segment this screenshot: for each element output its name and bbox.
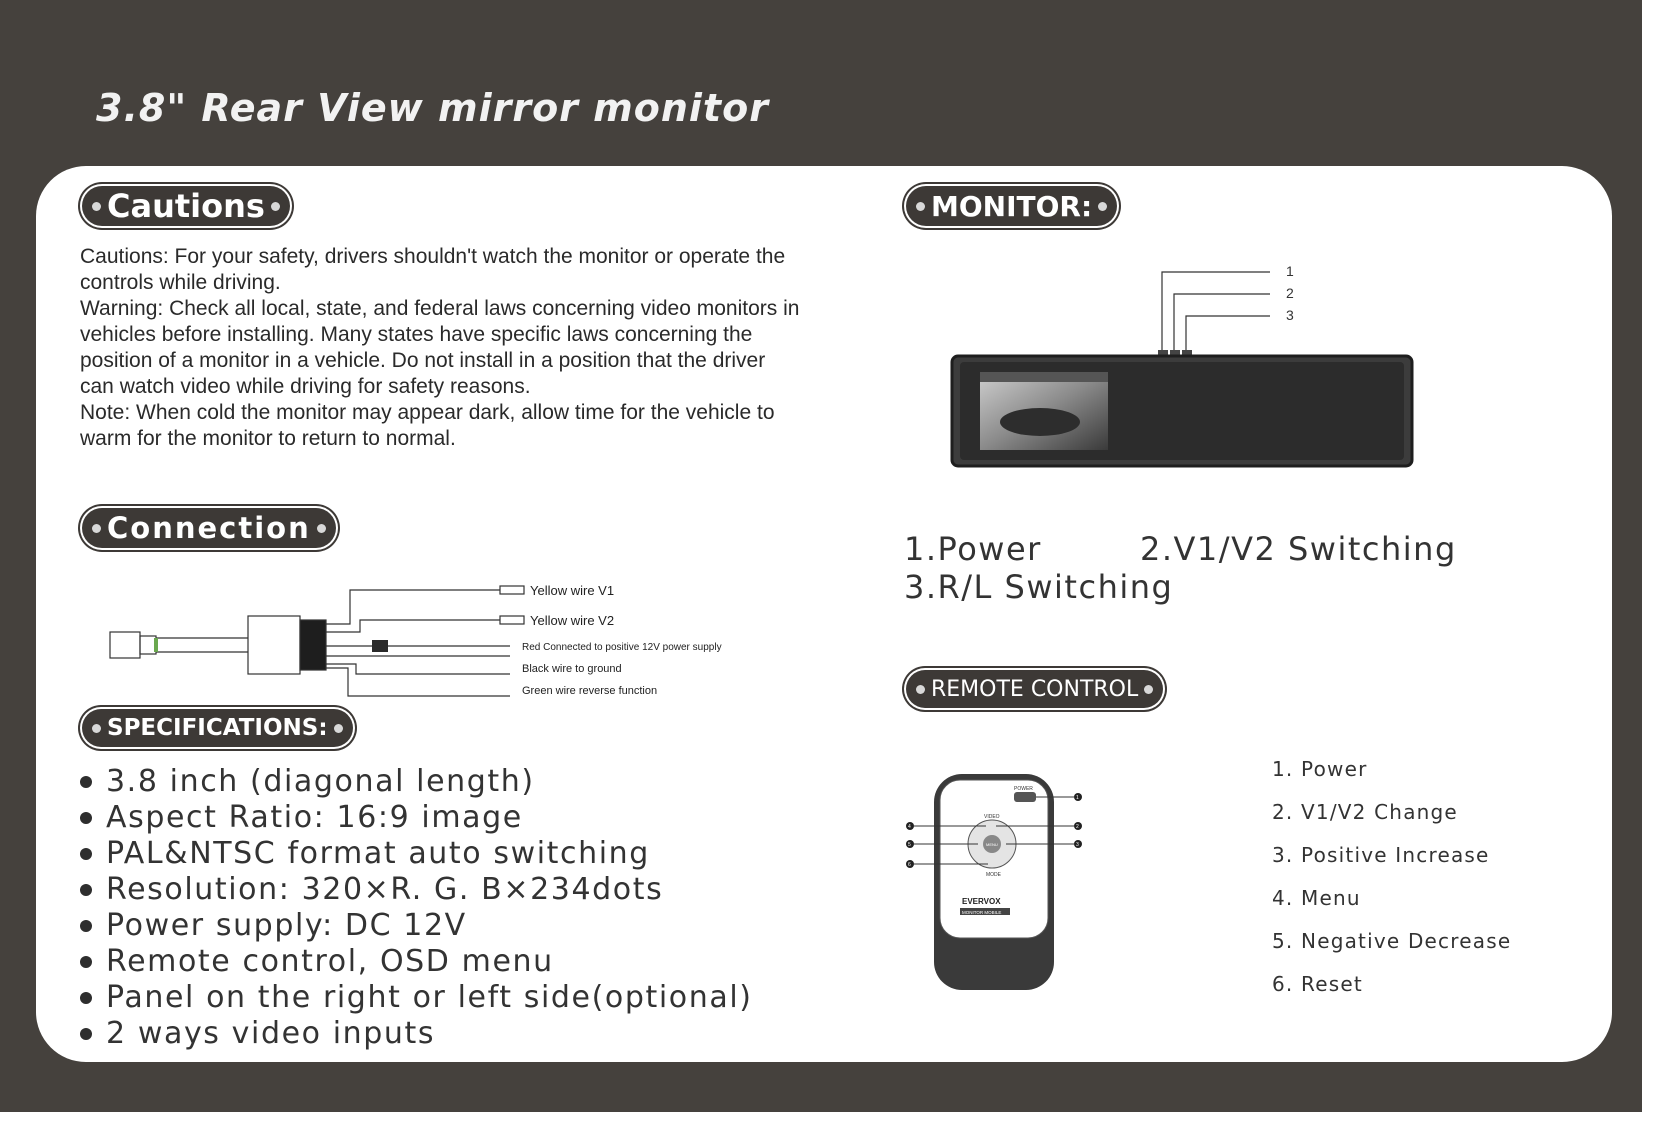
callout-number: 5 [908, 842, 911, 848]
callout-number: 6 [908, 862, 911, 868]
bullet-dot-icon [271, 202, 280, 211]
connection-heading [82, 508, 336, 548]
callout-3: 3 [1286, 307, 1294, 323]
bullet-dot-icon [80, 992, 92, 1004]
bullet-dot-icon [80, 1028, 92, 1040]
power-button-icon [1014, 792, 1036, 802]
remote-power-label: POWER [1014, 786, 1033, 792]
remote-functions-list [1272, 748, 1511, 1006]
callout-number: 3 [1076, 842, 1079, 848]
bullet-dot-icon [334, 724, 343, 733]
plug-collar [140, 636, 156, 654]
remote-brand: EVERVOX [962, 897, 1001, 906]
bullet-dot-icon [80, 920, 92, 932]
bullet-dot-icon [80, 848, 92, 860]
monitor-heading-label: MONITOR: [931, 189, 1093, 223]
legend-power: 1.Power [904, 530, 1042, 568]
cautions-heading-label: Cautions [107, 187, 265, 225]
junction-collar [300, 620, 326, 670]
callout-1: 1 [1286, 263, 1294, 279]
list-item: Power supply: DC 12V [80, 908, 753, 944]
callout-2: 2 [1286, 285, 1294, 301]
remote-brand-sub: MONITOR MOBILE [962, 910, 1002, 915]
screen-top-bar [980, 372, 1108, 382]
note-paragraph: Note: When cold the monitor may appear dark, allow time for the vehicle to warm for the monitor to return to normal. [80, 401, 775, 450]
rca-plug-v1-icon [500, 586, 524, 594]
list-item: Panel on the right or left side(optional) [80, 980, 753, 1016]
list-item: 2 ways video inputs [80, 1016, 753, 1052]
list-item: PAL&NTSC format auto switching [80, 836, 753, 872]
bullet-dot-icon [80, 776, 92, 788]
cautions-heading [82, 186, 290, 226]
label-yellow-v1: Yellow wire V1 [530, 583, 615, 598]
callout-number: 2 [1076, 824, 1079, 830]
list-item: 3. Positive Increase [1272, 843, 1490, 867]
bullet-dot-icon [80, 884, 92, 896]
monitor-heading [906, 186, 1117, 226]
specifications-list [80, 764, 753, 1052]
list-item: 5. Negative Decrease [1272, 929, 1512, 953]
plug-connector [110, 632, 140, 658]
wiring-diagram [100, 580, 760, 710]
junction-box [248, 616, 300, 674]
connector-green-band [154, 638, 158, 652]
specifications-heading [82, 709, 353, 747]
bullet-dot-icon [92, 524, 101, 533]
specifications-heading-label: SPECIFICATIONS: [107, 715, 328, 741]
inline-fuse-icon [372, 640, 388, 652]
monitor-legend [904, 530, 1457, 606]
caution-paragraph: Cautions: For your safety, drivers shouldn't watch the monitor or operate the controls while driving. [80, 245, 786, 294]
connection-heading-label: Connection [107, 511, 311, 545]
remote-control-heading-label: REMOTE CONTROL [931, 676, 1139, 702]
legend-v1v2: 2.V1/V2 Switching [1140, 530, 1457, 568]
callout-number: 4 [908, 824, 911, 830]
bullet-dot-icon [317, 524, 326, 533]
bullet-dot-icon [1144, 685, 1153, 694]
list-item: 1. Power [1272, 757, 1368, 781]
bullet-dot-icon [92, 724, 101, 733]
bullet-dot-icon [1098, 202, 1107, 211]
remote-control-heading [906, 670, 1163, 708]
bullet-dot-icon [80, 812, 92, 824]
callout-number: 1 [1076, 795, 1079, 801]
list-item: Aspect Ratio: 16:9 image [80, 800, 753, 836]
cautions-text [80, 244, 800, 452]
list-item: Resolution: 320×R. G. B×234dots [80, 872, 753, 908]
list-item: 2. V1/V2 Change [1272, 800, 1458, 824]
bullet-dot-icon [80, 956, 92, 968]
remote-video-label: VIDEO [984, 814, 1000, 820]
bullet-dot-icon [916, 685, 925, 694]
bullet-dot-icon [92, 202, 101, 211]
label-black-wire: Black wire to ground [522, 663, 622, 675]
monitor-illustration [940, 256, 1420, 476]
car-image-icon [1000, 408, 1080, 436]
bullet-dot-icon [916, 202, 925, 211]
list-item: 6. Reset [1272, 972, 1363, 996]
label-red-wire: Red Connected to positive 12V power supply [522, 642, 722, 653]
remote-mode-label: MODE [986, 872, 1001, 878]
rca-plug-v2-icon [500, 616, 524, 624]
remote-menu-label: MENU [986, 842, 998, 847]
list-item: 4. Menu [1272, 886, 1361, 910]
label-green-wire: Green wire reverse function [522, 685, 658, 697]
page-title: 3.8" Rear View mirror monitor [96, 86, 769, 130]
list-item: 3.8 inch (diagonal length) [80, 764, 753, 800]
legend-rl: 3.R/L Switching [904, 568, 1174, 606]
list-item: Remote control, OSD menu [80, 944, 753, 980]
label-yellow-v2: Yellow wire V2 [530, 613, 615, 628]
remote-illustration [896, 768, 1096, 1000]
warning-paragraph: Warning: Check all local, state, and federal laws concerning video monitors in vehicles before installing. Many states have specific laws concerning the position of a monitor in a vehicle. Do not install in a position that the driver can watch video while driving for safety reasons. [80, 297, 800, 398]
